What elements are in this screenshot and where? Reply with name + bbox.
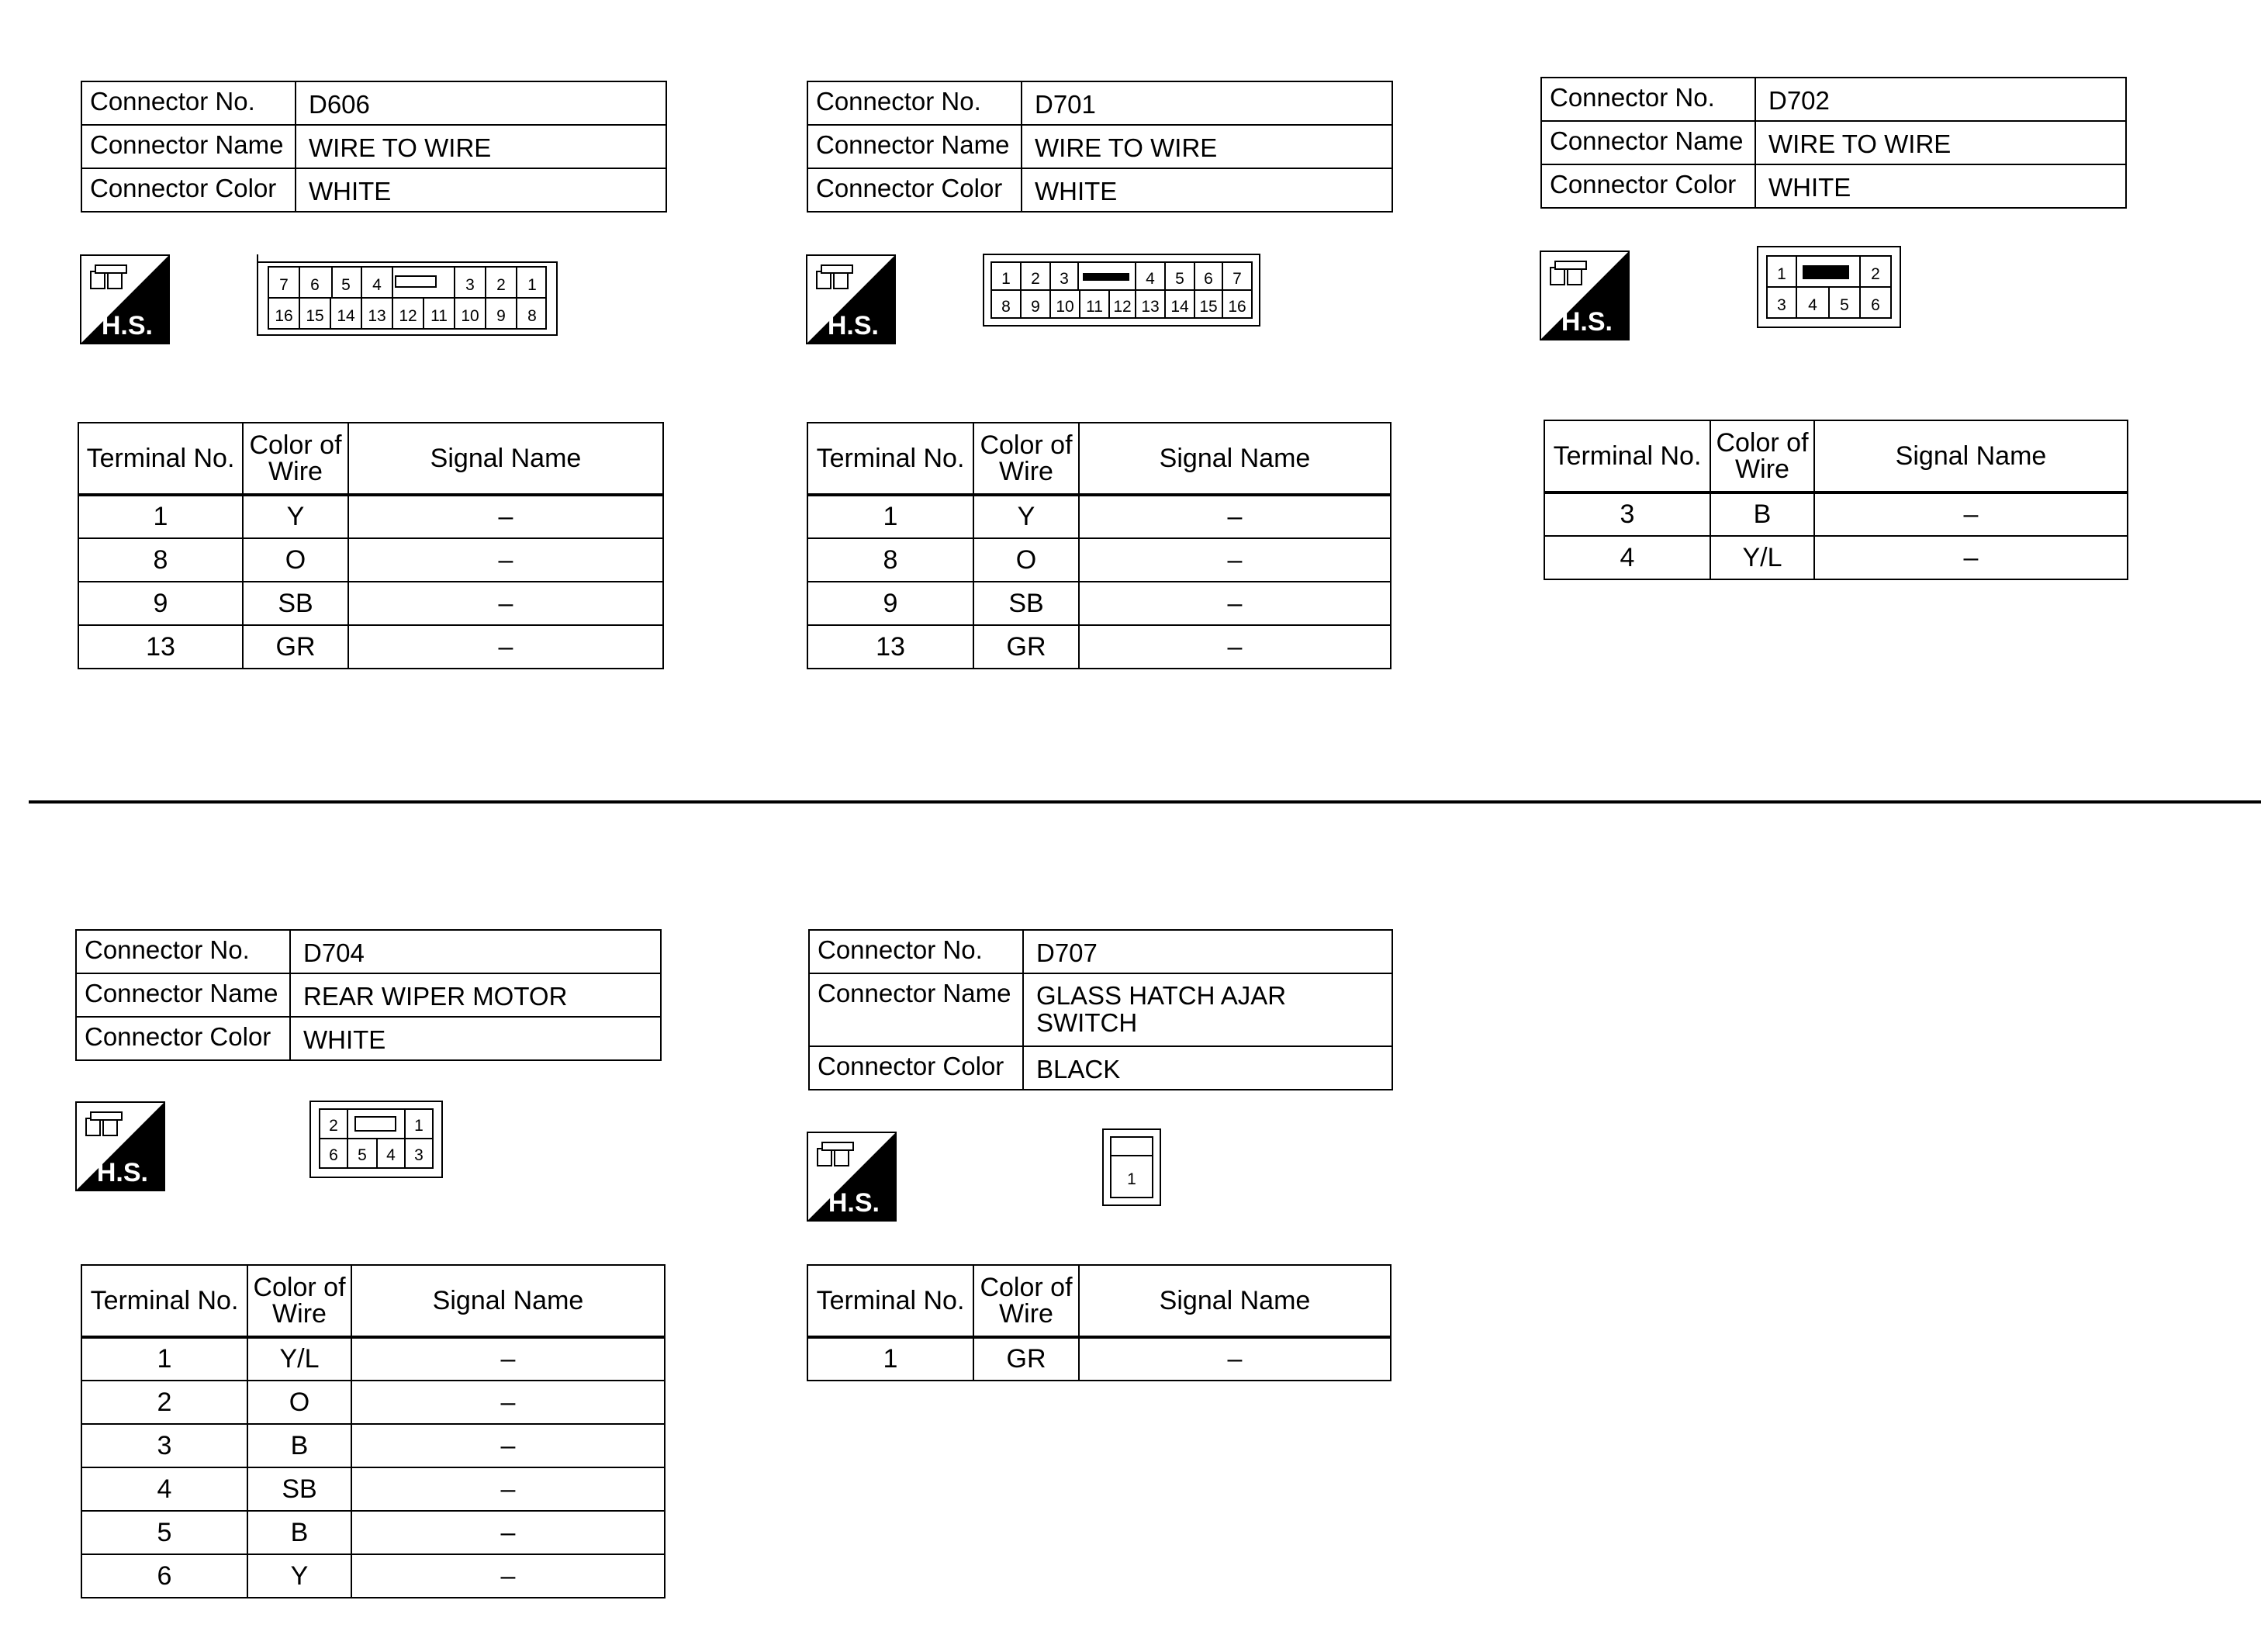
hs-label: H.S.: [96, 1158, 148, 1187]
connector-no-label: Connector No.: [76, 930, 290, 973]
connector-no-value: D701: [1022, 81, 1392, 125]
connector-color-label: Connector Color: [76, 1017, 290, 1060]
connector-no-value: D707: [1023, 930, 1392, 973]
connector-color-value: WHITE: [290, 1017, 661, 1060]
terminal-cavity-label: 8: [1001, 298, 1011, 316]
table-row: 4 SB –: [81, 1467, 665, 1511]
signal-name-header: Signal Name: [1814, 420, 2128, 492]
terminal-cavity-label: 12: [399, 307, 417, 325]
terminal-cavity-label: 5: [1840, 296, 1849, 314]
terminal-no-header: Terminal No.: [81, 1265, 247, 1337]
connector-no-value: D702: [1755, 78, 2126, 121]
connector-no-value: D704: [290, 930, 661, 973]
connector-face-d704: [309, 1100, 444, 1179]
section-divider: [29, 800, 2261, 804]
harness-side-icon: [75, 1101, 165, 1191]
color-of-wire-header: Color of Wire: [243, 423, 348, 495]
terminal-cavity-label: 16: [1228, 298, 1246, 316]
signal-name-header: Signal Name: [348, 423, 663, 495]
terminal-cavity-label: 7: [1232, 270, 1242, 288]
terminal-cavity-label: 10: [1056, 298, 1074, 316]
connector-info-d702: [1540, 77, 2127, 209]
terminal-table-d702: [1544, 420, 2128, 580]
connector-name-value: GLASS HATCH AJAR SWITCH: [1023, 973, 1392, 1046]
terminal-cavity-label: 3: [414, 1146, 424, 1164]
connector-no-value: D606: [296, 81, 666, 125]
connector-name-value: WIRE TO WIRE: [1022, 125, 1392, 168]
table-row: 8 O –: [78, 538, 663, 582]
terminal-cavity-label: 2: [496, 276, 506, 294]
connector-color-label: Connector Color: [807, 168, 1022, 212]
connector-info-d704: [75, 929, 662, 1061]
table-row: 6 Y –: [81, 1554, 665, 1598]
connector-name-label: Connector Name: [1541, 121, 1755, 164]
connector-face-d702: [1756, 245, 1902, 330]
terminal-cavity-label: 13: [1141, 298, 1160, 316]
terminal-cavity-label: 3: [465, 276, 475, 294]
harness-side-icon: [807, 1132, 897, 1222]
connector-no-label: Connector No.: [809, 930, 1023, 973]
harness-side-icon: [806, 254, 896, 344]
terminal-cavity-label: 4: [372, 276, 382, 294]
connector-no-label: Connector No.: [1541, 78, 1755, 121]
terminal-cavity-label: 9: [496, 307, 506, 325]
color-of-wire-header: Color of Wire: [973, 423, 1079, 495]
terminal-cavity-label: 14: [337, 307, 355, 325]
terminal-cavity-label: 5: [358, 1146, 367, 1164]
terminal-cavity-label: 11: [1086, 298, 1103, 316]
connector-no-label: Connector No.: [807, 81, 1022, 125]
table-row: 4 Y/L –: [1544, 536, 2128, 579]
terminal-cavity-label: 2: [1031, 270, 1040, 288]
table-row: 1 Y –: [807, 495, 1391, 538]
connector-name-label: Connector Name: [81, 125, 296, 168]
signal-name-header: Signal Name: [351, 1265, 665, 1337]
terminal-no-header: Terminal No.: [807, 1265, 973, 1337]
connector-info-d707: [808, 929, 1393, 1090]
table-row: 5 B –: [81, 1511, 665, 1554]
terminal-cavity-label: 5: [341, 276, 351, 294]
terminal-cavity-label: 4: [1146, 270, 1155, 288]
table-row: 3 B –: [1544, 492, 2128, 536]
terminal-cavity-label: 2: [1871, 265, 1880, 283]
terminal-cavity-label: 6: [329, 1146, 338, 1164]
terminal-cavity-label: 1: [1127, 1170, 1136, 1188]
connector-color-label: Connector Color: [1541, 164, 1755, 208]
color-of-wire-header: Color of Wire: [973, 1265, 1079, 1337]
signal-name-header: Signal Name: [1079, 1265, 1391, 1337]
terminal-table-d701: [807, 422, 1392, 669]
terminal-cavity-label: 4: [1808, 296, 1817, 314]
table-row: 9 SB –: [807, 582, 1391, 625]
connector-name-label: Connector Name: [809, 973, 1023, 1046]
terminal-no-header: Terminal No.: [807, 423, 973, 495]
signal-name-header: Signal Name: [1079, 423, 1391, 495]
terminal-cavity-label: 1: [527, 276, 537, 294]
terminal-cavity-label: 1: [1777, 265, 1786, 283]
color-of-wire-header: Color of Wire: [1710, 420, 1814, 492]
color-of-wire-header: Color of Wire: [247, 1265, 351, 1337]
terminal-cavity-label: 6: [310, 276, 320, 294]
terminal-cavity-label: 15: [1199, 298, 1218, 316]
terminal-cavity-label: 1: [1001, 270, 1011, 288]
harness-side-icon: [80, 254, 170, 344]
connector-color-value: WHITE: [1022, 168, 1392, 212]
terminal-cavity-label: 15: [306, 307, 324, 325]
connector-color-label: Connector Color: [809, 1046, 1023, 1090]
terminal-cavity-label: 14: [1170, 298, 1189, 316]
table-row: 8 O –: [807, 538, 1391, 582]
harness-side-icon: [1540, 251, 1630, 340]
hs-label: H.S.: [1561, 307, 1613, 337]
connector-name-label: Connector Name: [807, 125, 1022, 168]
connector-info-d606: [81, 81, 667, 213]
table-row: 13 GR –: [807, 625, 1391, 669]
terminal-table-d707: [807, 1264, 1392, 1381]
terminal-cavity-label: 1: [414, 1117, 424, 1135]
table-row: 1 Y/L –: [81, 1337, 665, 1381]
terminal-cavity-label: 9: [1031, 298, 1040, 316]
terminal-cavity-label: 2: [329, 1117, 338, 1135]
terminal-cavity-label: 3: [1060, 270, 1069, 288]
terminal-cavity-label: 7: [279, 276, 289, 294]
terminal-no-header: Terminal No.: [78, 423, 243, 495]
connector-color-label: Connector Color: [81, 168, 296, 212]
terminal-table-d704: [81, 1264, 666, 1598]
connector-info-d701: [807, 81, 1393, 213]
connector-face-d606: [256, 253, 560, 338]
connector-face-d701: [982, 253, 1263, 329]
terminal-table-d606: [78, 422, 664, 669]
terminal-cavity-label: 4: [386, 1146, 396, 1164]
table-row: 1 Y –: [78, 495, 663, 538]
terminal-no-header: Terminal No.: [1544, 420, 1710, 492]
terminal-cavity-label: 6: [1871, 296, 1880, 314]
table-row: 3 B –: [81, 1424, 665, 1467]
terminal-cavity-label: 11: [430, 307, 448, 325]
table-row: 9 SB –: [78, 582, 663, 625]
connector-color-value: BLACK: [1023, 1046, 1392, 1090]
terminal-cavity-label: 3: [1777, 296, 1786, 314]
connector-name-value: REAR WIPER MOTOR: [290, 973, 661, 1017]
terminal-cavity-label: 13: [368, 307, 386, 325]
terminal-cavity-label: 10: [461, 307, 479, 325]
connector-face-d707: [1101, 1128, 1162, 1207]
connector-color-value: WHITE: [1755, 164, 2126, 208]
connector-name-value: WIRE TO WIRE: [296, 125, 666, 168]
connector-name-label: Connector Name: [76, 973, 290, 1017]
connector-no-label: Connector No.: [81, 81, 296, 125]
table-row: 13 GR –: [78, 625, 663, 669]
terminal-cavity-label: 12: [1113, 298, 1132, 316]
table-row: 1 GR –: [807, 1337, 1391, 1381]
connector-name-value: WIRE TO WIRE: [1755, 121, 2126, 164]
hs-label: H.S.: [827, 311, 879, 340]
terminal-cavity-label: 6: [1204, 270, 1213, 288]
terminal-cavity-label: 8: [527, 307, 537, 325]
hs-label: H.S.: [101, 311, 153, 340]
terminal-cavity-label: 5: [1175, 270, 1184, 288]
connector-color-value: WHITE: [296, 168, 666, 212]
hs-label: H.S.: [828, 1188, 880, 1218]
table-row: 2 O –: [81, 1381, 665, 1424]
terminal-cavity-label: 16: [275, 307, 293, 325]
